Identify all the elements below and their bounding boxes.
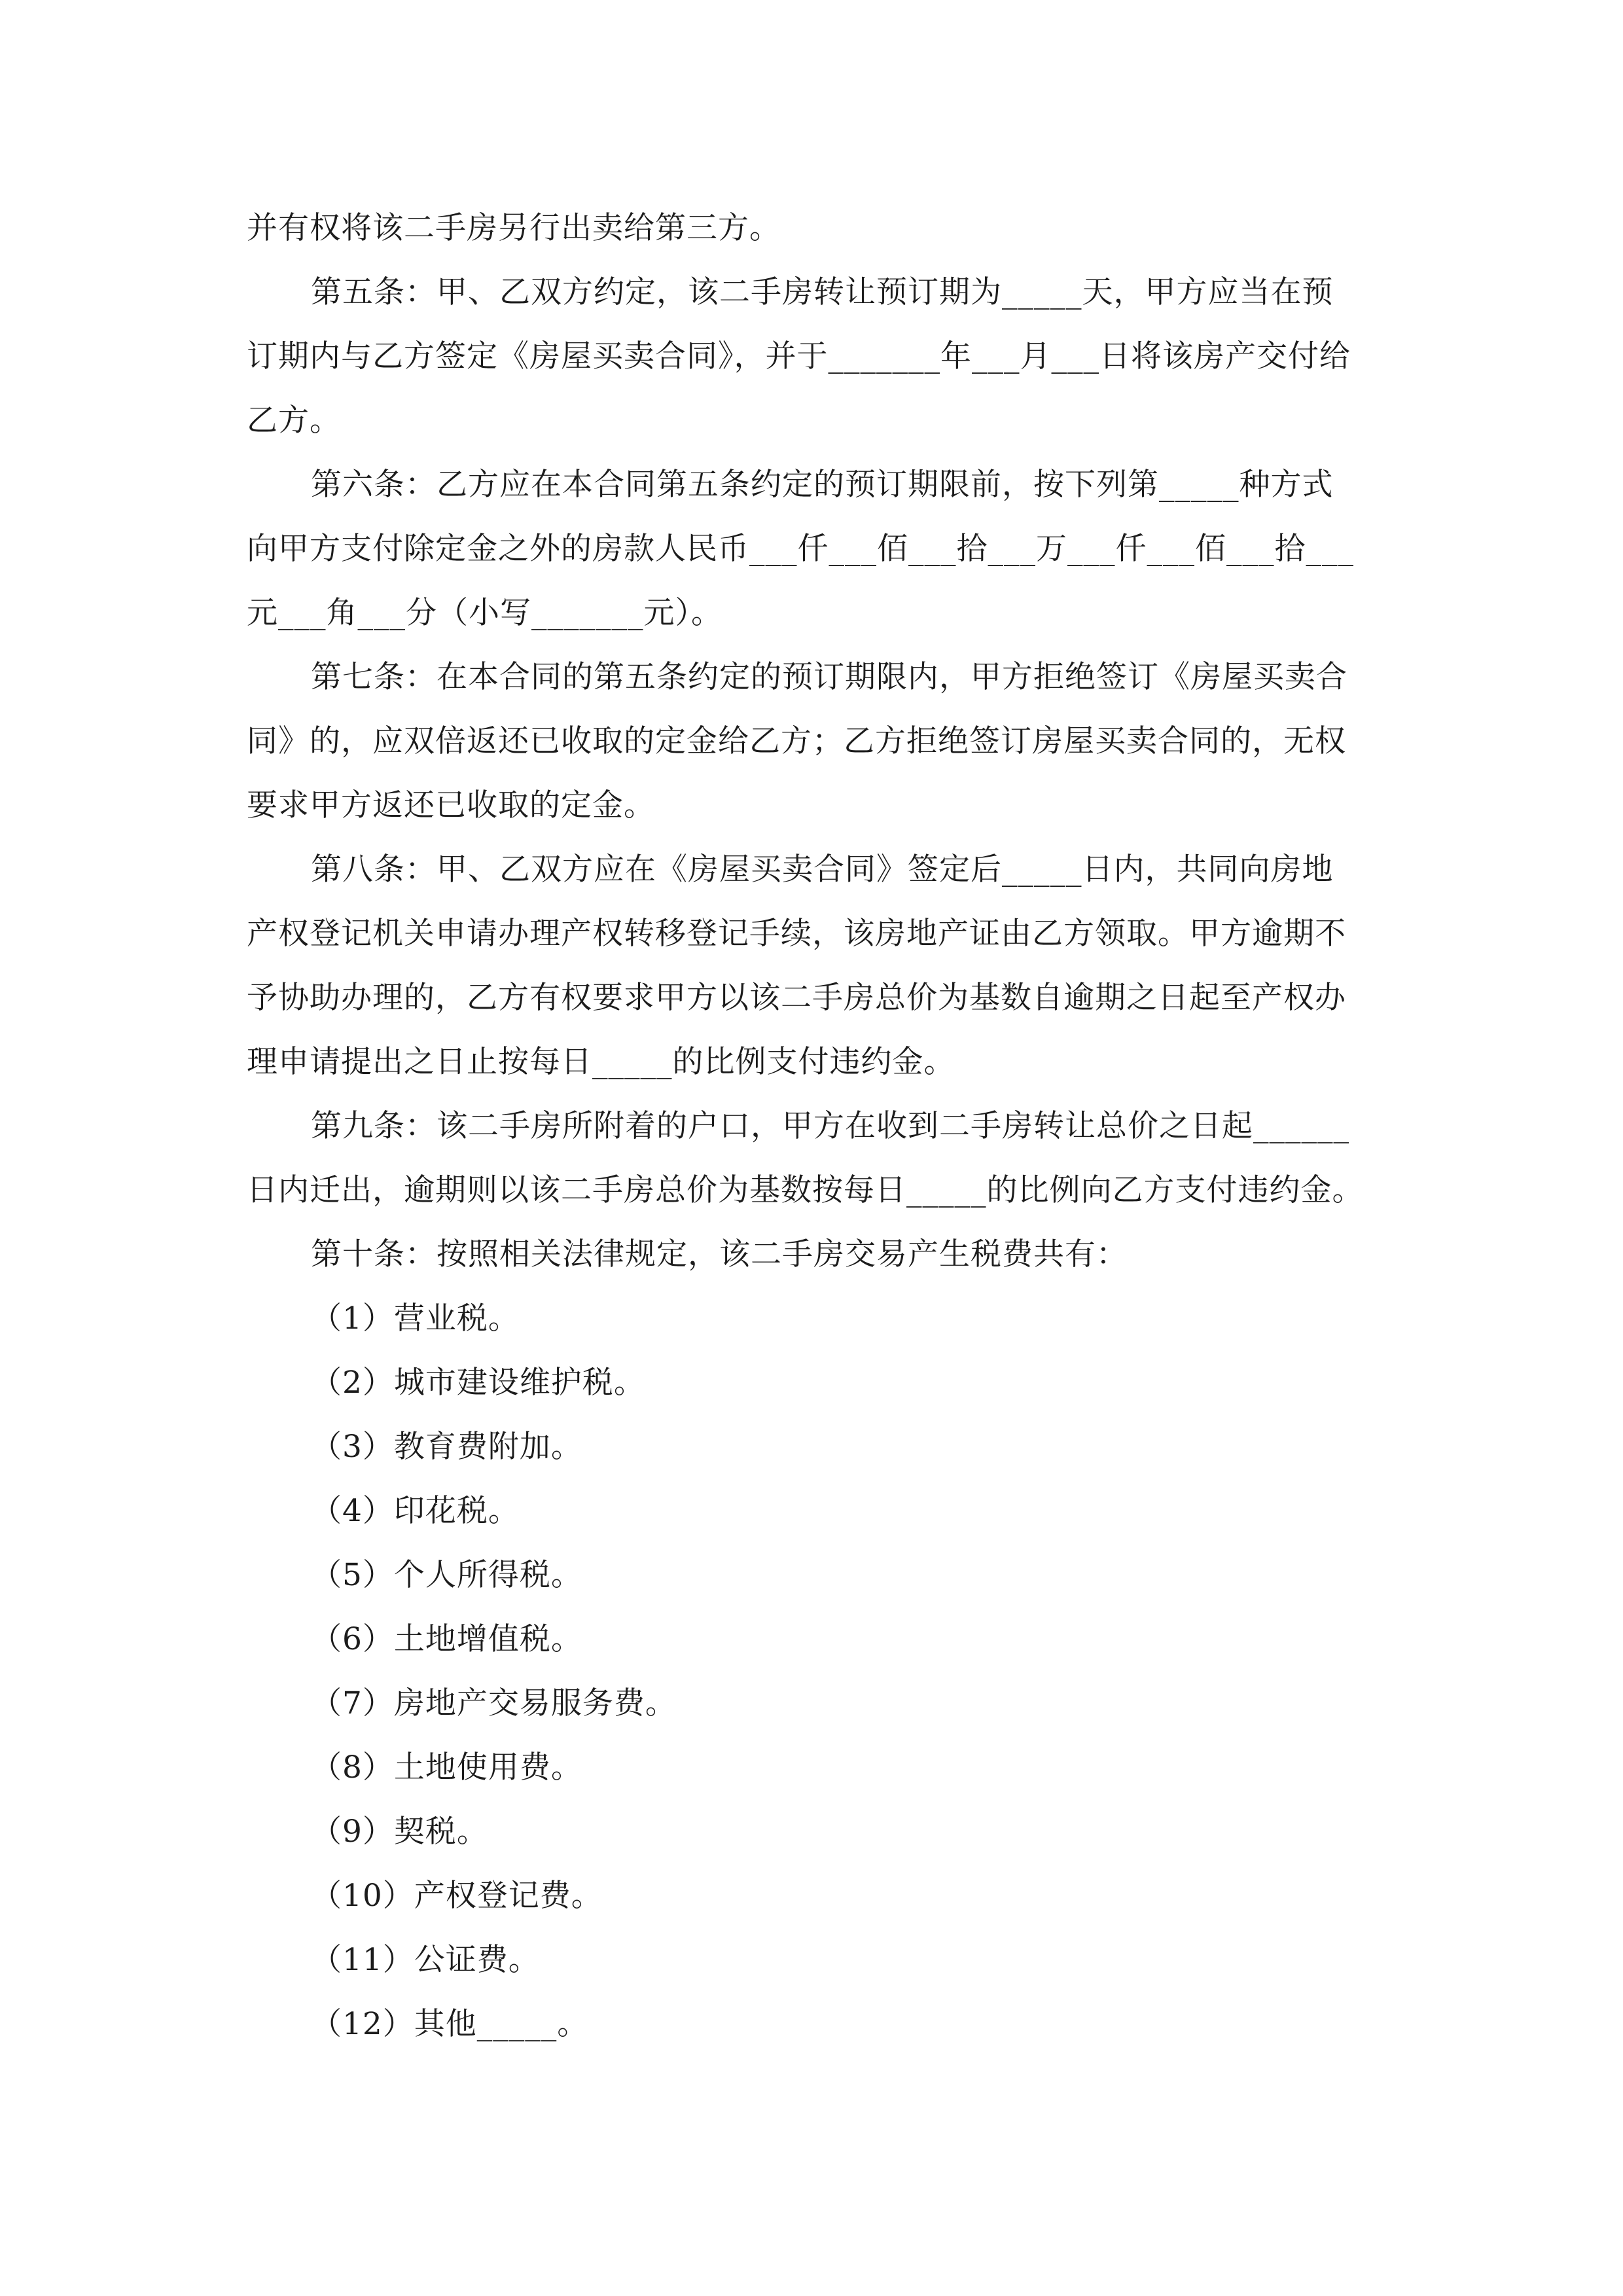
text-line: 第七条：在本合同的第五条约定的预订期限内，甲方拒绝签订《房屋买卖合 <box>311 659 1347 695</box>
text-line: 第八条：甲、乙双方应在《房屋买卖合同》签定后_____日内，共同向房地 <box>311 852 1334 888</box>
text-line: 第六条：乙方应在本合同第五条约定的预订期限前，按下列第_____种方式 <box>311 467 1334 503</box>
text-line: 理申请提出之日止按每日_____的比例支付违约金。 <box>247 1044 955 1080</box>
list-item: （2）城市建设维护税。 <box>311 1365 645 1401</box>
list-item: （12）其他_____。 <box>311 2006 589 2042</box>
text-line: 予协助办理的，乙方有权要求甲方以该二手房总价为基数自逾期之日起至产权办 <box>247 980 1346 1016</box>
text-line: 第十条：按照相关法律规定，该二手房交易产生税费共有： <box>311 1236 1128 1272</box>
list-item: （6）土地增值税。 <box>311 1621 582 1657</box>
document-page <box>247 196 1379 2056</box>
text-line: 元___角___分（小写_______元）。 <box>247 595 722 631</box>
list-item: （3）教育费附加。 <box>311 1429 582 1465</box>
text-line: 订期内与乙方签定《房屋买卖合同》，并于_______年___月___日将该房产交付给 <box>247 338 1351 374</box>
text-line: 向甲方支付除定金之外的房款人民币___仟___佰___拾___万___仟___佰___拾___ <box>247 531 1354 567</box>
list-item: （10）产权登记费。 <box>311 1878 603 1914</box>
text-line: 并有权将该二手房另行出卖给第三方。 <box>247 210 781 246</box>
text-line: 第九条：该二手房所附着的户口，甲方在收到二手房转让总价之日起______ <box>311 1108 1349 1144</box>
list-item: （4）印花税。 <box>311 1493 520 1529</box>
list-item: （9）契税。 <box>311 1814 488 1850</box>
text-line: 第五条：甲、乙双方约定，该二手房转让预订期为_____天，甲方应当在预 <box>311 274 1334 310</box>
text-line: 要求甲方返还已收取的定金。 <box>247 787 655 823</box>
text-line: 日内迁出，逾期则以该二手房总价为基数按每日_____的比例向乙方支付违约金。 <box>247 1172 1364 1208</box>
list-item: （5）个人所得税。 <box>311 1557 582 1593</box>
text-line: 同》的，应双倍返还已收取的定金给乙方；乙方拒绝签订房屋买卖合同的，无权 <box>247 723 1346 759</box>
list-item: （8）土地使用费。 <box>311 1749 582 1785</box>
list-item: （1）营业税。 <box>311 1300 520 1336</box>
list-item: （11）公证费。 <box>311 1942 540 1978</box>
text-line: 产权登记机关申请办理产权转移登记手续，该房地产证由乙方领取。甲方逾期不 <box>247 916 1346 952</box>
list-item: （7）房地产交易服务费。 <box>311 1685 677 1721</box>
text-line: 乙方。 <box>247 403 341 439</box>
